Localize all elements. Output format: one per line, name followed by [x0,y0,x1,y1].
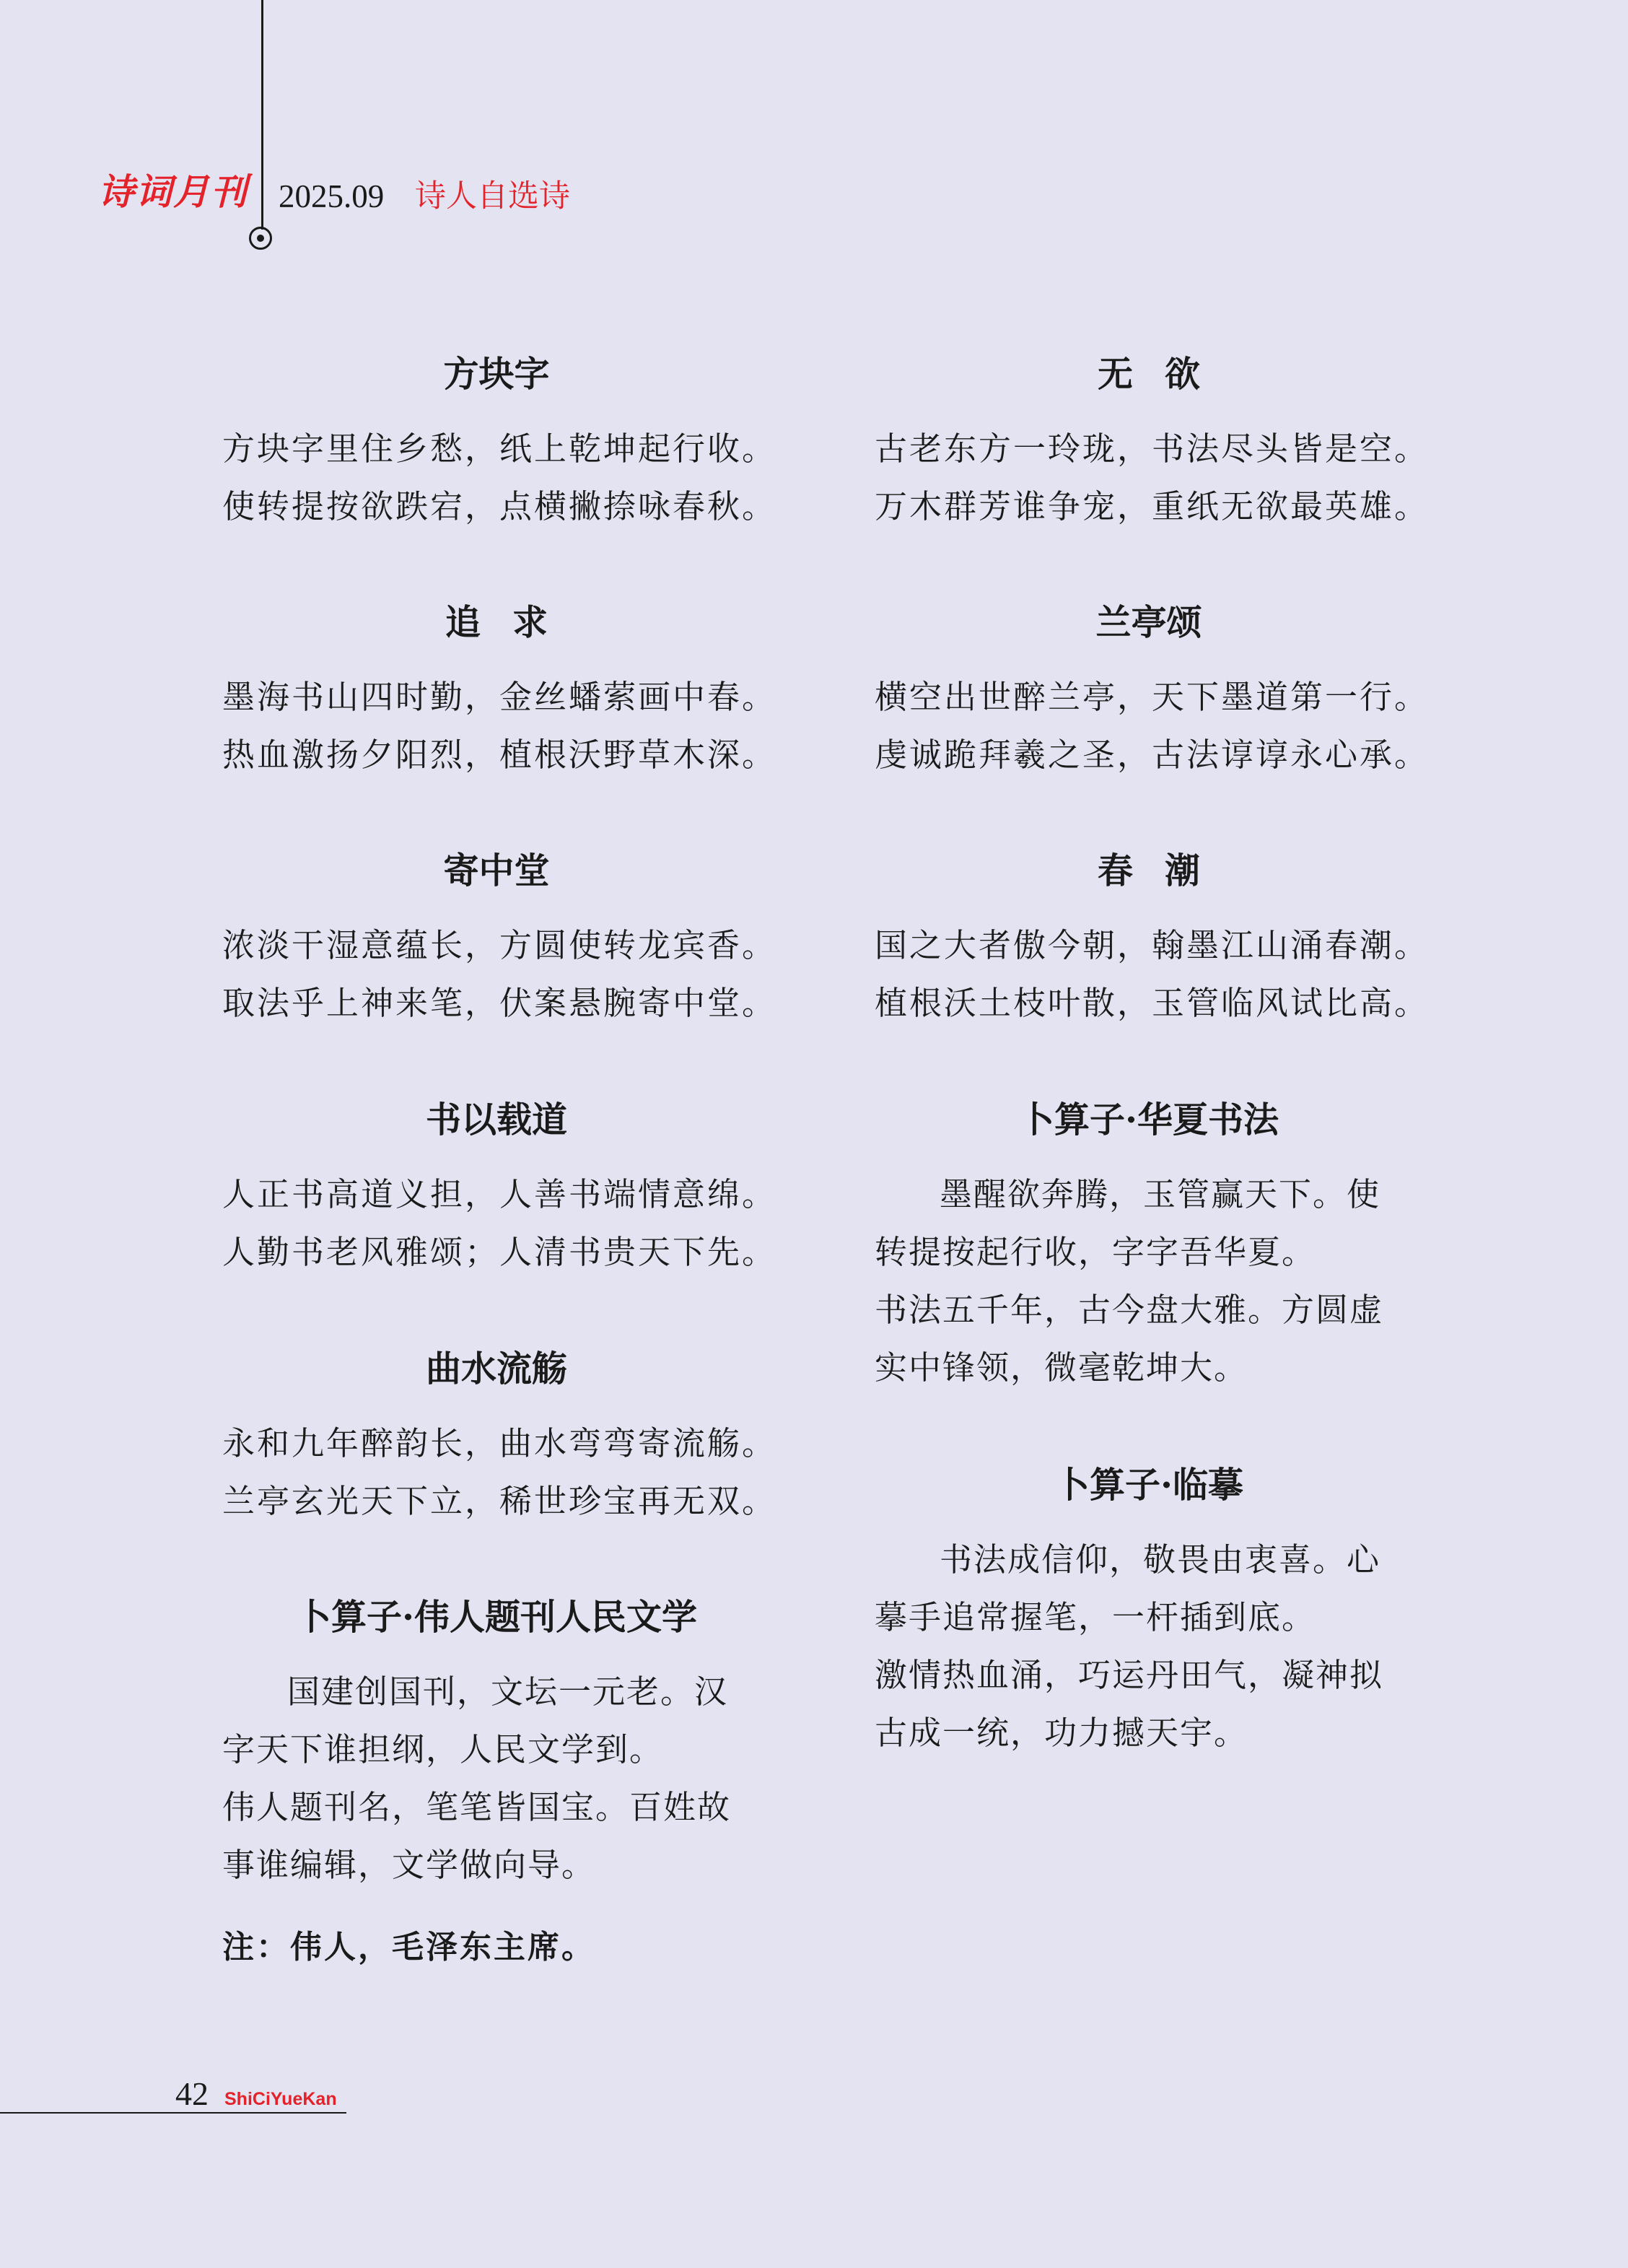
poem-busuanzi-weiren [222,1595,771,1894]
poem-zhuiqiu [222,601,777,784]
ci-stanza-1: 墨醒欲奔腾，玉管赢天下。使转提按起行收，字字吾华夏。 [875,1175,1381,1271]
ci-body [222,1663,759,1894]
poem-busuanzi-linmo [875,1463,1423,1762]
poem-jizhongtang [222,849,777,1032]
poem-title: 卜算子·伟人题刊人民文学 [295,1596,698,1638]
poem-title: 无欲 [1097,353,1233,395]
poem-lantingsong [875,601,1430,784]
issue-number: 2025.09 [279,178,385,214]
poem-shuyizaidao [222,1098,777,1281]
poem-line: 横空出世醉兰亭，天下墨道第一行。 [875,678,1430,716]
poem-title: 方块字 [443,353,550,395]
poem-line: 永和九年醉韵长，曲水弯弯寄流觞。 [222,1424,777,1462]
poem-title: 卜算子·临摹 [1054,1464,1244,1506]
poem-line: 虔诚跪拜羲之圣，古法谆谆永心承。 [875,736,1430,774]
poem-line: 使转提按欲跌宕，点横撇捺咏春秋。 [222,487,777,525]
poem-wuyu [875,352,1430,536]
poem-line: 热血激扬夕阳烈，植根沃野草木深。 [222,736,777,774]
section-title: 诗人自选诗 [415,178,570,214]
poem-line: 人正书高道义担，人善书端情意绵。 [222,1175,777,1213]
poem-title: 曲水流觞 [425,1348,567,1390]
poem-line: 万木群芳谁争宠，重纸无欲最英雄。 [875,487,1430,525]
poem-line: 取法乎上神来笔，伏案悬腕寄中堂。 [222,984,777,1022]
ci-body [875,1166,1412,1397]
poem-note: 注：伟人，毛泽东主席。 [222,1929,595,1966]
poem-busuanzi-huaxia [875,1098,1423,1397]
poem-fangkuaizi [222,352,777,536]
poem-title: 书以载道 [425,1099,567,1140]
poem-line: 古老东方一玲珑，书法尽头皆是空。 [875,429,1430,468]
poem-title: 追求 [445,601,580,643]
header-vertical-rule [261,0,263,230]
poem-line: 植根沃土枝叶散，玉管临风试比高。 [875,984,1430,1022]
poem-chunchao [875,849,1430,1032]
poem-line: 浓淡干湿意蕴长，方圆使转龙宾香。 [222,926,777,964]
ci-stanza-2: 伟人题刊名，笔笔皆国宝。百姓故事谁编辑，文学做向导。 [222,1788,732,1884]
footer-rule [0,2112,346,2114]
circle-dot-icon [249,227,272,250]
poem-line: 兰亭玄光天下立，稀世珍宝再无双。 [222,1482,777,1520]
poem-line: 国之大者傲今朝，翰墨江山涌春潮。 [875,926,1430,964]
magazine-logo: 诗词月刊 [98,170,248,213]
poem-title: 卜算子·华夏书法 [1018,1099,1279,1140]
poem-line: 方块字里住乡愁，纸上乾坤起行收。 [222,429,777,468]
ci-stanza-1: 国建创国刊，文坛一元老。汉字天下谁担纲，人民文学到。 [222,1672,729,1768]
ci-stanza-2: 书法五千年，古今盘大雅。方圆虚实中锋领，微毫乾坤大。 [875,1291,1384,1387]
poem-qushuiliushang [222,1347,777,1530]
poem-title: 寄中堂 [443,850,550,891]
poem-title: 春潮 [1097,850,1233,891]
magazine-name-en: ShiCiYueKan [224,2089,337,2109]
poem-line: 人勤书老风雅颂；人清书贵天下先。 [222,1233,777,1271]
ci-stanza-2: 激情热血涌，巧运丹田气，凝神拟古成一统，功力撼天宇。 [875,1656,1384,1752]
poem-title: 兰亭颂 [1095,601,1202,643]
page-number: 42 [175,2075,209,2112]
ci-body [875,1531,1412,1762]
ci-stanza-1: 书法成信仰，敬畏由衷喜。心摹手追常握笔，一杆插到底。 [875,1540,1381,1636]
poem-line: 墨海书山四时勤，金丝蟠萦画中春。 [222,678,777,716]
